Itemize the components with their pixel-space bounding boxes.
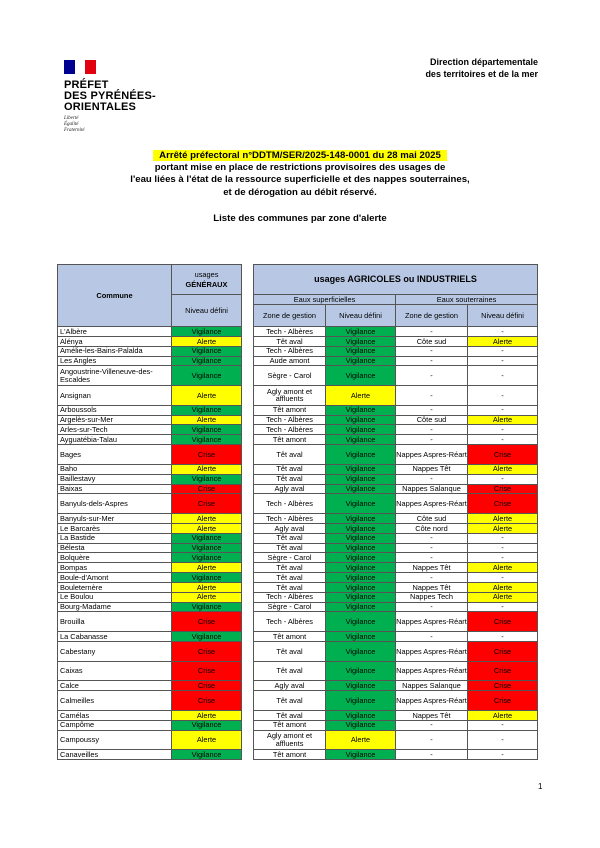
niveau-superficiel-cell: Vigilance (326, 642, 396, 662)
zone-souterraine-cell: Nappes Aspres-Réart (396, 445, 468, 465)
zone-superficielle-cell: Sègre - Carol (254, 553, 326, 563)
commune-cell: Camélas (58, 710, 172, 720)
niveau-superficiel-cell: Vigilance (326, 612, 396, 632)
niveau-general-cell: Vigilance (172, 632, 242, 642)
niveau-souterrain-cell: - (468, 533, 538, 543)
logo-line-1: PRÉFET (64, 79, 109, 91)
commune-cell: Calmeilles (58, 691, 172, 711)
commune-cell: Banyuls-sur-Mer (58, 514, 172, 524)
prefecture-logo (64, 60, 156, 134)
zone-souterraine-cell: - (396, 327, 468, 337)
zone-superficielle-cell: Têt aval (254, 543, 326, 553)
table-row (58, 691, 538, 711)
niveau-superficiel-cell: Vigilance (326, 514, 396, 524)
niveau-superficiel-cell: Vigilance (326, 484, 396, 494)
table-row (58, 327, 538, 337)
niveau-souterrain-cell: - (468, 750, 538, 760)
zone-superficielle-cell: Tech - Albères (254, 494, 326, 514)
zone-superficielle-cell: Têt amont (254, 632, 326, 642)
header-usages-generaux-2: GÉNÉRAUX (185, 279, 228, 289)
header-eaux-souterraines: Eaux souterraines (396, 295, 538, 305)
commune-cell: Canaveilles (58, 750, 172, 760)
header-line-2: des territoires et de la mer (425, 69, 538, 79)
niveau-souterrain-cell: Crise (468, 612, 538, 632)
zone-superficielle-cell: Têt aval (254, 464, 326, 474)
logo-line-2: DES PYRÉNÉES- (64, 90, 156, 102)
table-row (58, 445, 538, 465)
niveau-superficiel-cell: Vigilance (326, 720, 396, 730)
commune-cell: Le Boulou (58, 592, 172, 602)
commune-cell: Les Angles (58, 356, 172, 366)
header-usages-generaux (172, 265, 242, 295)
niveau-souterrain-cell: Alerte (468, 582, 538, 592)
commune-cell: Campoussy (58, 730, 172, 750)
header-commune: Commune (58, 265, 172, 327)
niveau-superficiel-cell: Vigilance (326, 336, 396, 346)
table-row (58, 553, 538, 563)
table-row (58, 494, 538, 514)
niveau-souterrain-cell: - (468, 327, 538, 337)
zone-superficielle-cell: Tech - Albères (254, 612, 326, 632)
commune-cell: Caixas (58, 661, 172, 681)
commune-cell: La Bastide (58, 533, 172, 543)
niveau-souterrain-cell: Alerte (468, 563, 538, 573)
niveau-general-cell: Alerte (172, 710, 242, 720)
header-niveau-general: Niveau défini (172, 295, 242, 327)
zone-souterraine-cell: Côte nord (396, 523, 468, 533)
table-row (58, 464, 538, 474)
header-eaux-superficielles: Eaux superficielles (254, 295, 396, 305)
niveau-general-cell: Alerte (172, 514, 242, 524)
commune-cell: Arboussols (58, 405, 172, 415)
zone-souterraine-cell: Nappes Têt (396, 582, 468, 592)
commune-cell: Boule-d'Amont (58, 573, 172, 583)
zone-superficielle-cell: Têt aval (254, 563, 326, 573)
zone-superficielle-cell: Têt aval (254, 474, 326, 484)
table-row (58, 346, 538, 356)
niveau-superficiel-cell: Vigilance (326, 592, 396, 602)
zone-superficielle-cell: Aude amont (254, 356, 326, 366)
niveau-souterrain-cell: - (468, 425, 538, 435)
table-row (58, 543, 538, 553)
zone-superficielle-cell: Agly aval (254, 484, 326, 494)
niveau-general-cell: Vigilance (172, 573, 242, 583)
zone-superficielle-cell: Agly amont et affluents (254, 386, 326, 406)
niveau-superficiel-cell: Vigilance (326, 543, 396, 553)
niveau-superficiel-cell: Vigilance (326, 710, 396, 720)
zone-souterraine-cell: Côte sud (396, 336, 468, 346)
table-row (58, 356, 538, 366)
zone-souterraine-cell: Nappes Salanque (396, 484, 468, 494)
commune-cell: Brouilla (58, 612, 172, 632)
table-row (58, 582, 538, 592)
niveau-superficiel-cell: Alerte (326, 730, 396, 750)
niveau-superficiel-cell: Vigilance (326, 346, 396, 356)
niveau-superficiel-cell: Vigilance (326, 425, 396, 435)
zone-souterraine-cell: Côte sud (396, 415, 468, 425)
niveau-general-cell: Crise (172, 612, 242, 632)
niveau-souterrain-cell: Alerte (468, 592, 538, 602)
zone-souterraine-cell: - (396, 346, 468, 356)
niveau-souterrain-cell: - (468, 543, 538, 553)
zone-souterraine-cell: - (396, 356, 468, 366)
table-row (58, 720, 538, 730)
zone-souterraine-cell: Côte sud (396, 514, 468, 524)
commune-cell: Bélesta (58, 543, 172, 553)
header-usages-generaux-1: usages (194, 269, 219, 279)
zone-souterraine-cell: Nappes Têt (396, 710, 468, 720)
zone-souterraine-cell: Nappes Tech (396, 592, 468, 602)
niveau-superficiel-cell: Vigilance (326, 582, 396, 592)
zone-superficielle-cell: Têt amont (254, 435, 326, 445)
niveau-souterrain-cell: - (468, 386, 538, 406)
niveau-general-cell: Alerte (172, 386, 242, 406)
table-row (58, 592, 538, 602)
niveau-general-cell: Vigilance (172, 346, 242, 356)
table-row (58, 533, 538, 543)
niveau-souterrain-cell: Alerte (468, 710, 538, 720)
zone-souterraine-cell: - (396, 533, 468, 543)
title-line-4: et de dérogation au débit réservé. (223, 186, 377, 198)
zone-superficielle-cell: Têt amont (254, 750, 326, 760)
table-row (58, 710, 538, 720)
commune-cell: Bouleternère (58, 582, 172, 592)
commune-cell: Bourg-Madame (58, 602, 172, 612)
table-row (58, 681, 538, 691)
zone-souterraine-cell: - (396, 553, 468, 563)
table-row (58, 602, 538, 612)
zone-souterraine-cell: Nappes Aspres-Réart (396, 642, 468, 662)
zone-souterraine-cell: - (396, 405, 468, 415)
niveau-superficiel-cell: Vigilance (326, 435, 396, 445)
motto-liberte: Liberté (64, 116, 79, 121)
niveau-superficiel-cell: Vigilance (326, 553, 396, 563)
niveau-superficiel-cell: Vigilance (326, 681, 396, 691)
niveau-superficiel-cell: Alerte (326, 386, 396, 406)
zone-souterraine-cell: - (396, 602, 468, 612)
header-niveau-sout: Niveau défini (468, 305, 538, 327)
title-line-2: portant mise en place de restrictions provisoires des usages de (154, 162, 446, 174)
zone-superficielle-cell: Têt aval (254, 445, 326, 465)
niveau-superficiel-cell: Vigilance (326, 474, 396, 484)
logo-line-3: ORIENTALES (64, 101, 137, 113)
header-zone-sout: Zone de gestion (396, 305, 468, 327)
niveau-superficiel-cell: Vigilance (326, 494, 396, 514)
table-row (58, 474, 538, 484)
niveau-superficiel-cell: Vigilance (326, 533, 396, 543)
niveau-souterrain-cell: Alerte (468, 336, 538, 346)
zone-superficielle-cell: Têt aval (254, 582, 326, 592)
niveau-superficiel-cell: Vigilance (326, 523, 396, 533)
zone-superficielle-cell: Têt aval (254, 710, 326, 720)
niveau-superficiel-cell: Vigilance (326, 691, 396, 711)
table-row (58, 523, 538, 533)
zone-souterraine-cell: - (396, 425, 468, 435)
niveau-general-cell: Alerte (172, 582, 242, 592)
table-row (58, 563, 538, 573)
commune-cell: Banyuls-dels-Aspres (58, 494, 172, 514)
niveau-superficiel-cell: Vigilance (326, 602, 396, 612)
niveau-souterrain-cell: - (468, 632, 538, 642)
niveau-souterrain-cell: Alerte (468, 464, 538, 474)
zone-souterraine-cell: Nappes Salanque (396, 681, 468, 691)
niveau-general-cell: Vigilance (172, 750, 242, 760)
zone-souterraine-cell: Nappes Têt (396, 563, 468, 573)
department-header (425, 56, 538, 80)
commune-cell: Bages (58, 445, 172, 465)
niveau-general-cell: Vigilance (172, 366, 242, 386)
commune-cell: Le Barcarès (58, 523, 172, 533)
niveau-souterrain-cell: Crise (468, 445, 538, 465)
niveau-souterrain-cell: - (468, 366, 538, 386)
communes-table (57, 264, 538, 760)
niveau-souterrain-cell: - (468, 573, 538, 583)
niveau-general-cell: Vigilance (172, 435, 242, 445)
table-row (58, 730, 538, 750)
niveau-general-cell: Crise (172, 691, 242, 711)
niveau-superficiel-cell: Vigilance (326, 661, 396, 681)
niveau-souterrain-cell: - (468, 405, 538, 415)
niveau-souterrain-cell: - (468, 356, 538, 366)
table-row (58, 415, 538, 425)
niveau-general-cell: Vigilance (172, 553, 242, 563)
zone-superficielle-cell: Têt aval (254, 642, 326, 662)
niveau-superficiel-cell: Vigilance (326, 445, 396, 465)
table-row (58, 386, 538, 406)
commune-cell: Bompas (58, 563, 172, 573)
header-niveau-sup: Niveau défini (326, 305, 396, 327)
niveau-souterrain-cell: Alerte (468, 415, 538, 425)
commune-cell: Campôme (58, 720, 172, 730)
republic-motto (64, 116, 156, 134)
list-subtitle: Liste des communes par zone d'alerte (213, 213, 387, 224)
commune-cell: Angoustrine-Villeneuve-des-Escaldes (58, 366, 172, 386)
commune-cell: Ayguatébia-Talau (58, 435, 172, 445)
zone-superficielle-cell: Tech - Albères (254, 425, 326, 435)
niveau-general-cell: Alerte (172, 592, 242, 602)
table-row (58, 366, 538, 386)
niveau-general-cell: Alerte (172, 336, 242, 346)
commune-cell: Ansignan (58, 386, 172, 406)
zone-superficielle-cell: Têt amont (254, 720, 326, 730)
niveau-superficiel-cell: Vigilance (326, 356, 396, 366)
zone-souterraine-cell: - (396, 474, 468, 484)
commune-cell: La Cabanasse (58, 632, 172, 642)
commune-cell: Baillestavy (58, 474, 172, 484)
niveau-general-cell: Vigilance (172, 425, 242, 435)
page-number: 1 (538, 782, 543, 791)
niveau-general-cell: Alerte (172, 563, 242, 573)
zone-superficielle-cell: Agly aval (254, 523, 326, 533)
zone-souterraine-cell: - (396, 750, 468, 760)
table-row (58, 612, 538, 632)
zone-souterraine-cell: - (396, 730, 468, 750)
niveau-general-cell: Crise (172, 642, 242, 662)
zone-superficielle-cell: Têt aval (254, 691, 326, 711)
table-row (58, 336, 538, 346)
table-row (58, 405, 538, 415)
zone-souterraine-cell: - (396, 573, 468, 583)
niveau-general-cell: Vigilance (172, 533, 242, 543)
niveau-general-cell: Crise (172, 661, 242, 681)
niveau-souterrain-cell: Crise (468, 691, 538, 711)
zone-superficielle-cell: Tech - Albères (254, 346, 326, 356)
commune-cell: Calce (58, 681, 172, 691)
commune-cell: Baho (58, 464, 172, 474)
niveau-souterrain-cell: - (468, 474, 538, 484)
table-row (58, 573, 538, 583)
header-zone-sup: Zone de gestion (254, 305, 326, 327)
zone-superficielle-cell: Têt aval (254, 573, 326, 583)
zone-superficielle-cell: Tech - Albères (254, 327, 326, 337)
zone-souterraine-cell: - (396, 543, 468, 553)
niveau-superficiel-cell: Vigilance (326, 327, 396, 337)
table-row (58, 425, 538, 435)
zone-souterraine-cell: - (396, 386, 468, 406)
niveau-superficiel-cell: Vigilance (326, 405, 396, 415)
zone-souterraine-cell: Nappes Aspres-Réart (396, 661, 468, 681)
zone-superficielle-cell: Tech - Albères (254, 514, 326, 524)
niveau-general-cell: Vigilance (172, 356, 242, 366)
niveau-general-cell: Crise (172, 484, 242, 494)
table-row (58, 642, 538, 662)
niveau-souterrain-cell: - (468, 553, 538, 563)
niveau-general-cell: Alerte (172, 523, 242, 533)
niveau-souterrain-cell: Alerte (468, 523, 538, 533)
niveau-souterrain-cell: - (468, 720, 538, 730)
commune-cell: Arles-sur-Tech (58, 425, 172, 435)
niveau-general-cell: Alerte (172, 415, 242, 425)
niveau-general-cell: Crise (172, 445, 242, 465)
decree-reference: Arrêté préfectoral n°DDTM/SER/2025-148-0001 du 28 mai 2025 (153, 150, 447, 161)
motto-fraternite: Fraternité (64, 128, 85, 133)
niveau-general-cell: Vigilance (172, 327, 242, 337)
niveau-general-cell: Alerte (172, 464, 242, 474)
niveau-superficiel-cell: Vigilance (326, 464, 396, 474)
header-line-1: Direction départementale (429, 57, 538, 67)
header-usages-agricoles: usages AGRICOLES ou INDUSTRIELS (254, 265, 538, 295)
decree-title (0, 150, 600, 199)
zone-superficielle-cell: Têt aval (254, 661, 326, 681)
zone-souterraine-cell: Nappes Aspres-Réart (396, 494, 468, 514)
zone-souterraine-cell: - (396, 366, 468, 386)
niveau-souterrain-cell: - (468, 346, 538, 356)
niveau-souterrain-cell: Crise (468, 681, 538, 691)
french-flag-icon (64, 60, 96, 74)
table-row (58, 514, 538, 524)
niveau-superficiel-cell: Vigilance (326, 750, 396, 760)
commune-cell: L'Albère (58, 327, 172, 337)
niveau-superficiel-cell: Vigilance (326, 563, 396, 573)
zone-souterraine-cell: - (396, 720, 468, 730)
zone-superficielle-cell: Agly amont et affluents (254, 730, 326, 750)
niveau-souterrain-cell: Alerte (468, 514, 538, 524)
title-line-3: l'eau liées à l'état de la ressource superficielle et des nappes souterraines, (130, 174, 470, 186)
table-row (58, 632, 538, 642)
niveau-superficiel-cell: Vigilance (326, 415, 396, 425)
zone-souterraine-cell: - (396, 435, 468, 445)
commune-cell: Cabestany (58, 642, 172, 662)
zone-superficielle-cell: Sègre - Carol (254, 366, 326, 386)
niveau-souterrain-cell: Crise (468, 661, 538, 681)
niveau-souterrain-cell: - (468, 602, 538, 612)
niveau-general-cell: Vigilance (172, 543, 242, 553)
niveau-superficiel-cell: Vigilance (326, 366, 396, 386)
commune-cell: Baixas (58, 484, 172, 494)
niveau-general-cell: Crise (172, 494, 242, 514)
zone-souterraine-cell: Nappes Têt (396, 464, 468, 474)
zone-superficielle-cell: Têt aval (254, 533, 326, 543)
niveau-general-cell: Alerte (172, 730, 242, 750)
zone-superficielle-cell: Agly aval (254, 681, 326, 691)
niveau-general-cell: Crise (172, 681, 242, 691)
zone-superficielle-cell: Sègre - Carol (254, 602, 326, 612)
niveau-general-cell: Vigilance (172, 405, 242, 415)
commune-cell: Bolquère (58, 553, 172, 563)
niveau-general-cell: Vigilance (172, 720, 242, 730)
niveau-superficiel-cell: Vigilance (326, 573, 396, 583)
niveau-souterrain-cell: Crise (468, 484, 538, 494)
table-row (58, 484, 538, 494)
niveau-souterrain-cell: Crise (468, 642, 538, 662)
commune-cell: Argelès-sur-Mer (58, 415, 172, 425)
zone-superficielle-cell: Têt aval (254, 336, 326, 346)
niveau-general-cell: Vigilance (172, 602, 242, 612)
table-row (58, 435, 538, 445)
niveau-souterrain-cell: - (468, 730, 538, 750)
motto-egalite: Égalité (64, 122, 79, 127)
table-row (58, 661, 538, 681)
zone-souterraine-cell: - (396, 632, 468, 642)
zone-superficielle-cell: Têt amont (254, 405, 326, 415)
zone-superficielle-cell: Tech - Albères (254, 592, 326, 602)
commune-cell: Amélie-les-Bains-Palalda (58, 346, 172, 356)
zone-souterraine-cell: Nappes Aspres-Réart (396, 691, 468, 711)
niveau-superficiel-cell: Vigilance (326, 632, 396, 642)
zone-souterraine-cell: Nappes Aspres-Réart (396, 612, 468, 632)
table-row (58, 750, 538, 760)
niveau-souterrain-cell: - (468, 435, 538, 445)
commune-cell: Alénya (58, 336, 172, 346)
zone-superficielle-cell: Tech - Albères (254, 415, 326, 425)
niveau-general-cell: Vigilance (172, 474, 242, 484)
niveau-souterrain-cell: Crise (468, 494, 538, 514)
